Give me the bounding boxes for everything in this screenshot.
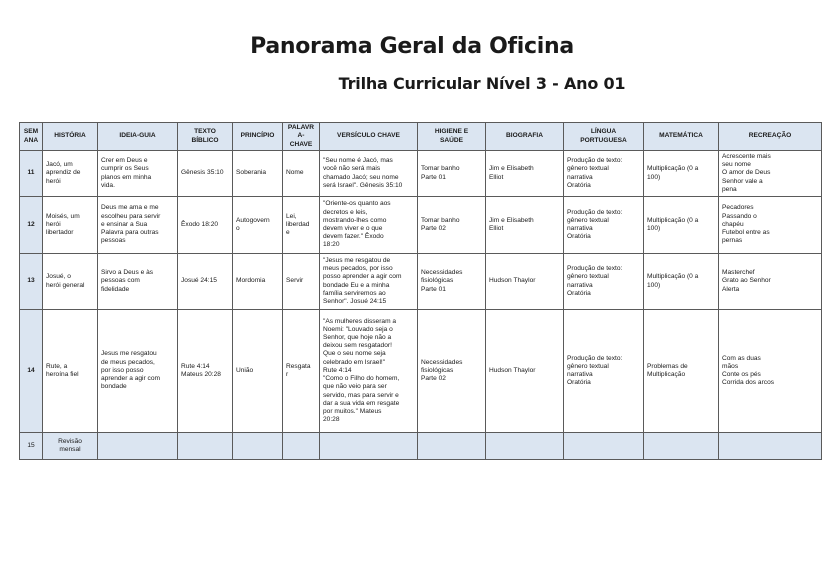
column-header-recreacao: RECREAÇÃO xyxy=(719,123,822,151)
cell-semana: 12 xyxy=(20,197,43,254)
cell-historia: Josué, o herói general xyxy=(43,254,98,310)
table-row xyxy=(20,197,822,254)
cell-versiculo-chave: "As mulheres disseram a Noemi: "Louvado seja o Senhor, que hoje não a deixou sem resgatador! Que o seu nome seja celebrado em Israel!" Rute 4:14 "Como o Filho do homem, que não veio para ser servido, mas para servir e dar a sua vida em resgate por muitos." Mateus 20:28 xyxy=(320,310,418,433)
cell-lingua-portuguesa: Produção de texto: gênero textual narrativa Oratória xyxy=(564,310,644,433)
cell-lingua-portuguesa: Produção de texto: gênero textual narrativa Oratória xyxy=(564,197,644,254)
cell-empty xyxy=(644,433,719,460)
cell-higiene-saude: Necessidades fisiológicas Parte 01 xyxy=(418,254,486,310)
cell-historia: Revisão mensal xyxy=(43,433,98,460)
cell-empty xyxy=(486,433,564,460)
column-header-biografia: BIOGRAFIA xyxy=(486,123,564,151)
cell-versiculo-chave: "Oriente-os quanto aos decretos e leis, mostrando-lhes como devem viver e o que devem fazer." Êxodo 18:20 xyxy=(320,197,418,254)
cell-recreacao: Acrescente mais seu nome O amor de Deus Senhor vale a pena xyxy=(719,151,822,197)
cell-semana: 14 xyxy=(20,310,43,433)
cell-empty xyxy=(418,433,486,460)
cell-semana: 11 xyxy=(20,151,43,197)
cell-empty xyxy=(719,433,822,460)
column-header-semana: SEM ANA xyxy=(20,123,43,151)
table-header-row xyxy=(20,123,822,151)
cell-biografia: Jim e Elisabeth Elliot xyxy=(486,151,564,197)
column-header-texto-biblico: TEXTO BÍBLICO xyxy=(178,123,233,151)
cell-biografia: Jim e Elisabeth Elliot xyxy=(486,197,564,254)
cell-texto-biblico: Rute 4:14 Mateus 20:28 xyxy=(178,310,233,433)
cell-ideia-guia: Sirvo a Deus e às pessoas com fidelidade xyxy=(98,254,178,310)
cell-ideia-guia: Deus me ama e me escolheu para servir e ensinar a Sua Palavra para outras pessoas xyxy=(98,197,178,254)
column-header-lingua-portuguesa: LÍNGUA PORTUGUESA xyxy=(564,123,644,151)
cell-palavra-chave: Resgata r xyxy=(283,310,320,433)
cell-empty xyxy=(98,433,178,460)
cell-principio: Autogovern o xyxy=(233,197,283,254)
cell-ideia-guia: Crer em Deus e cumprir os Seus planos em minha vida. xyxy=(98,151,178,197)
cell-recreacao: Pecadores Passando o chapéu Futebol entre as pernas xyxy=(719,197,822,254)
cell-higiene-saude: Tomar banho Parte 01 xyxy=(418,151,486,197)
cell-texto-biblico: Êxodo 18:20 xyxy=(178,197,233,254)
cell-matematica: Multiplicação (0 a 100) xyxy=(644,151,719,197)
cell-empty xyxy=(564,433,644,460)
cell-matematica: Multiplicação (0 a 100) xyxy=(644,197,719,254)
cell-palavra-chave: Nome xyxy=(283,151,320,197)
column-header-historia: HISTÓRIA xyxy=(43,123,98,151)
table-row xyxy=(20,254,822,310)
page-subtitle: Trilha Curricular Nível 3 - Ano 01 xyxy=(338,74,626,93)
cell-empty xyxy=(283,433,320,460)
cell-principio: Soberania xyxy=(233,151,283,197)
column-header-palavra-chave: PALAVR A- CHAVE xyxy=(283,123,320,151)
cell-versiculo-chave: "Jesus me resgatou de meus pecados, por isso posso aprender a agir com bondade Eu e a minha família serviremos ao Senhor". Josué 24:15 xyxy=(320,254,418,310)
column-header-principio: PRINCÍPIO xyxy=(233,123,283,151)
cell-palavra-chave: Servir xyxy=(283,254,320,310)
cell-principio: União xyxy=(233,310,283,433)
cell-ideia-guia: Jesus me resgatou de meus pecados, por isso posso aprender a agir com bondade xyxy=(98,310,178,433)
cell-biografia: Hudson Thaylor xyxy=(486,310,564,433)
cell-historia: Jacó, um aprendiz de herói xyxy=(43,151,98,197)
cell-higiene-saude: Necessidades fisiológicas Parte 02 xyxy=(418,310,486,433)
cell-historia: Rute, a heroína fiel xyxy=(43,310,98,433)
table-row xyxy=(20,151,822,197)
column-header-higiene-saude: HIGIENE E SAÚDE xyxy=(418,123,486,151)
cell-biografia: Hudson Thaylor xyxy=(486,254,564,310)
cell-empty xyxy=(233,433,283,460)
cell-matematica: Problemas de Multiplicação xyxy=(644,310,719,433)
column-header-versiculo-chave: VERSÍCULO CHAVE xyxy=(320,123,418,151)
cell-texto-biblico: Josué 24:15 xyxy=(178,254,233,310)
curriculum-table xyxy=(19,122,822,460)
cell-historia: Moisés, um herói libertador xyxy=(43,197,98,254)
cell-lingua-portuguesa: Produção de texto: gênero textual narrativa Oratória xyxy=(564,254,644,310)
cell-empty xyxy=(320,433,418,460)
column-header-matematica: MATEMÁTICA xyxy=(644,123,719,151)
column-header-ideia-guia: IDEIA-GUIA xyxy=(98,123,178,151)
cell-semana: 13 xyxy=(20,254,43,310)
cell-empty xyxy=(178,433,233,460)
cell-palavra-chave: Lei, liberdad e xyxy=(283,197,320,254)
cell-recreacao: Com as duas mãos Conte os pés Corrida dos arcos xyxy=(719,310,822,433)
table-row xyxy=(20,310,822,433)
cell-versiculo-chave: "Seu nome é Jacó, mas você não será mais chamado Jacó; seu nome será Israel". Gênesis 35:10 xyxy=(320,151,418,197)
cell-higiene-saude: Tomar banho Parte 02 xyxy=(418,197,486,254)
cell-lingua-portuguesa: Produção de texto: gênero textual narrativa Oratória xyxy=(564,151,644,197)
cell-semana: 15 xyxy=(20,433,43,460)
cell-matematica: Multiplicação (0 a 100) xyxy=(644,254,719,310)
cell-texto-biblico: Gênesis 35:10 xyxy=(178,151,233,197)
cell-principio: Mordomia xyxy=(233,254,283,310)
cell-recreacao: Masterchef Grato ao Senhor Alerta xyxy=(719,254,822,310)
page-title: Panorama Geral da Oficina xyxy=(250,34,574,59)
table-row xyxy=(20,433,822,460)
